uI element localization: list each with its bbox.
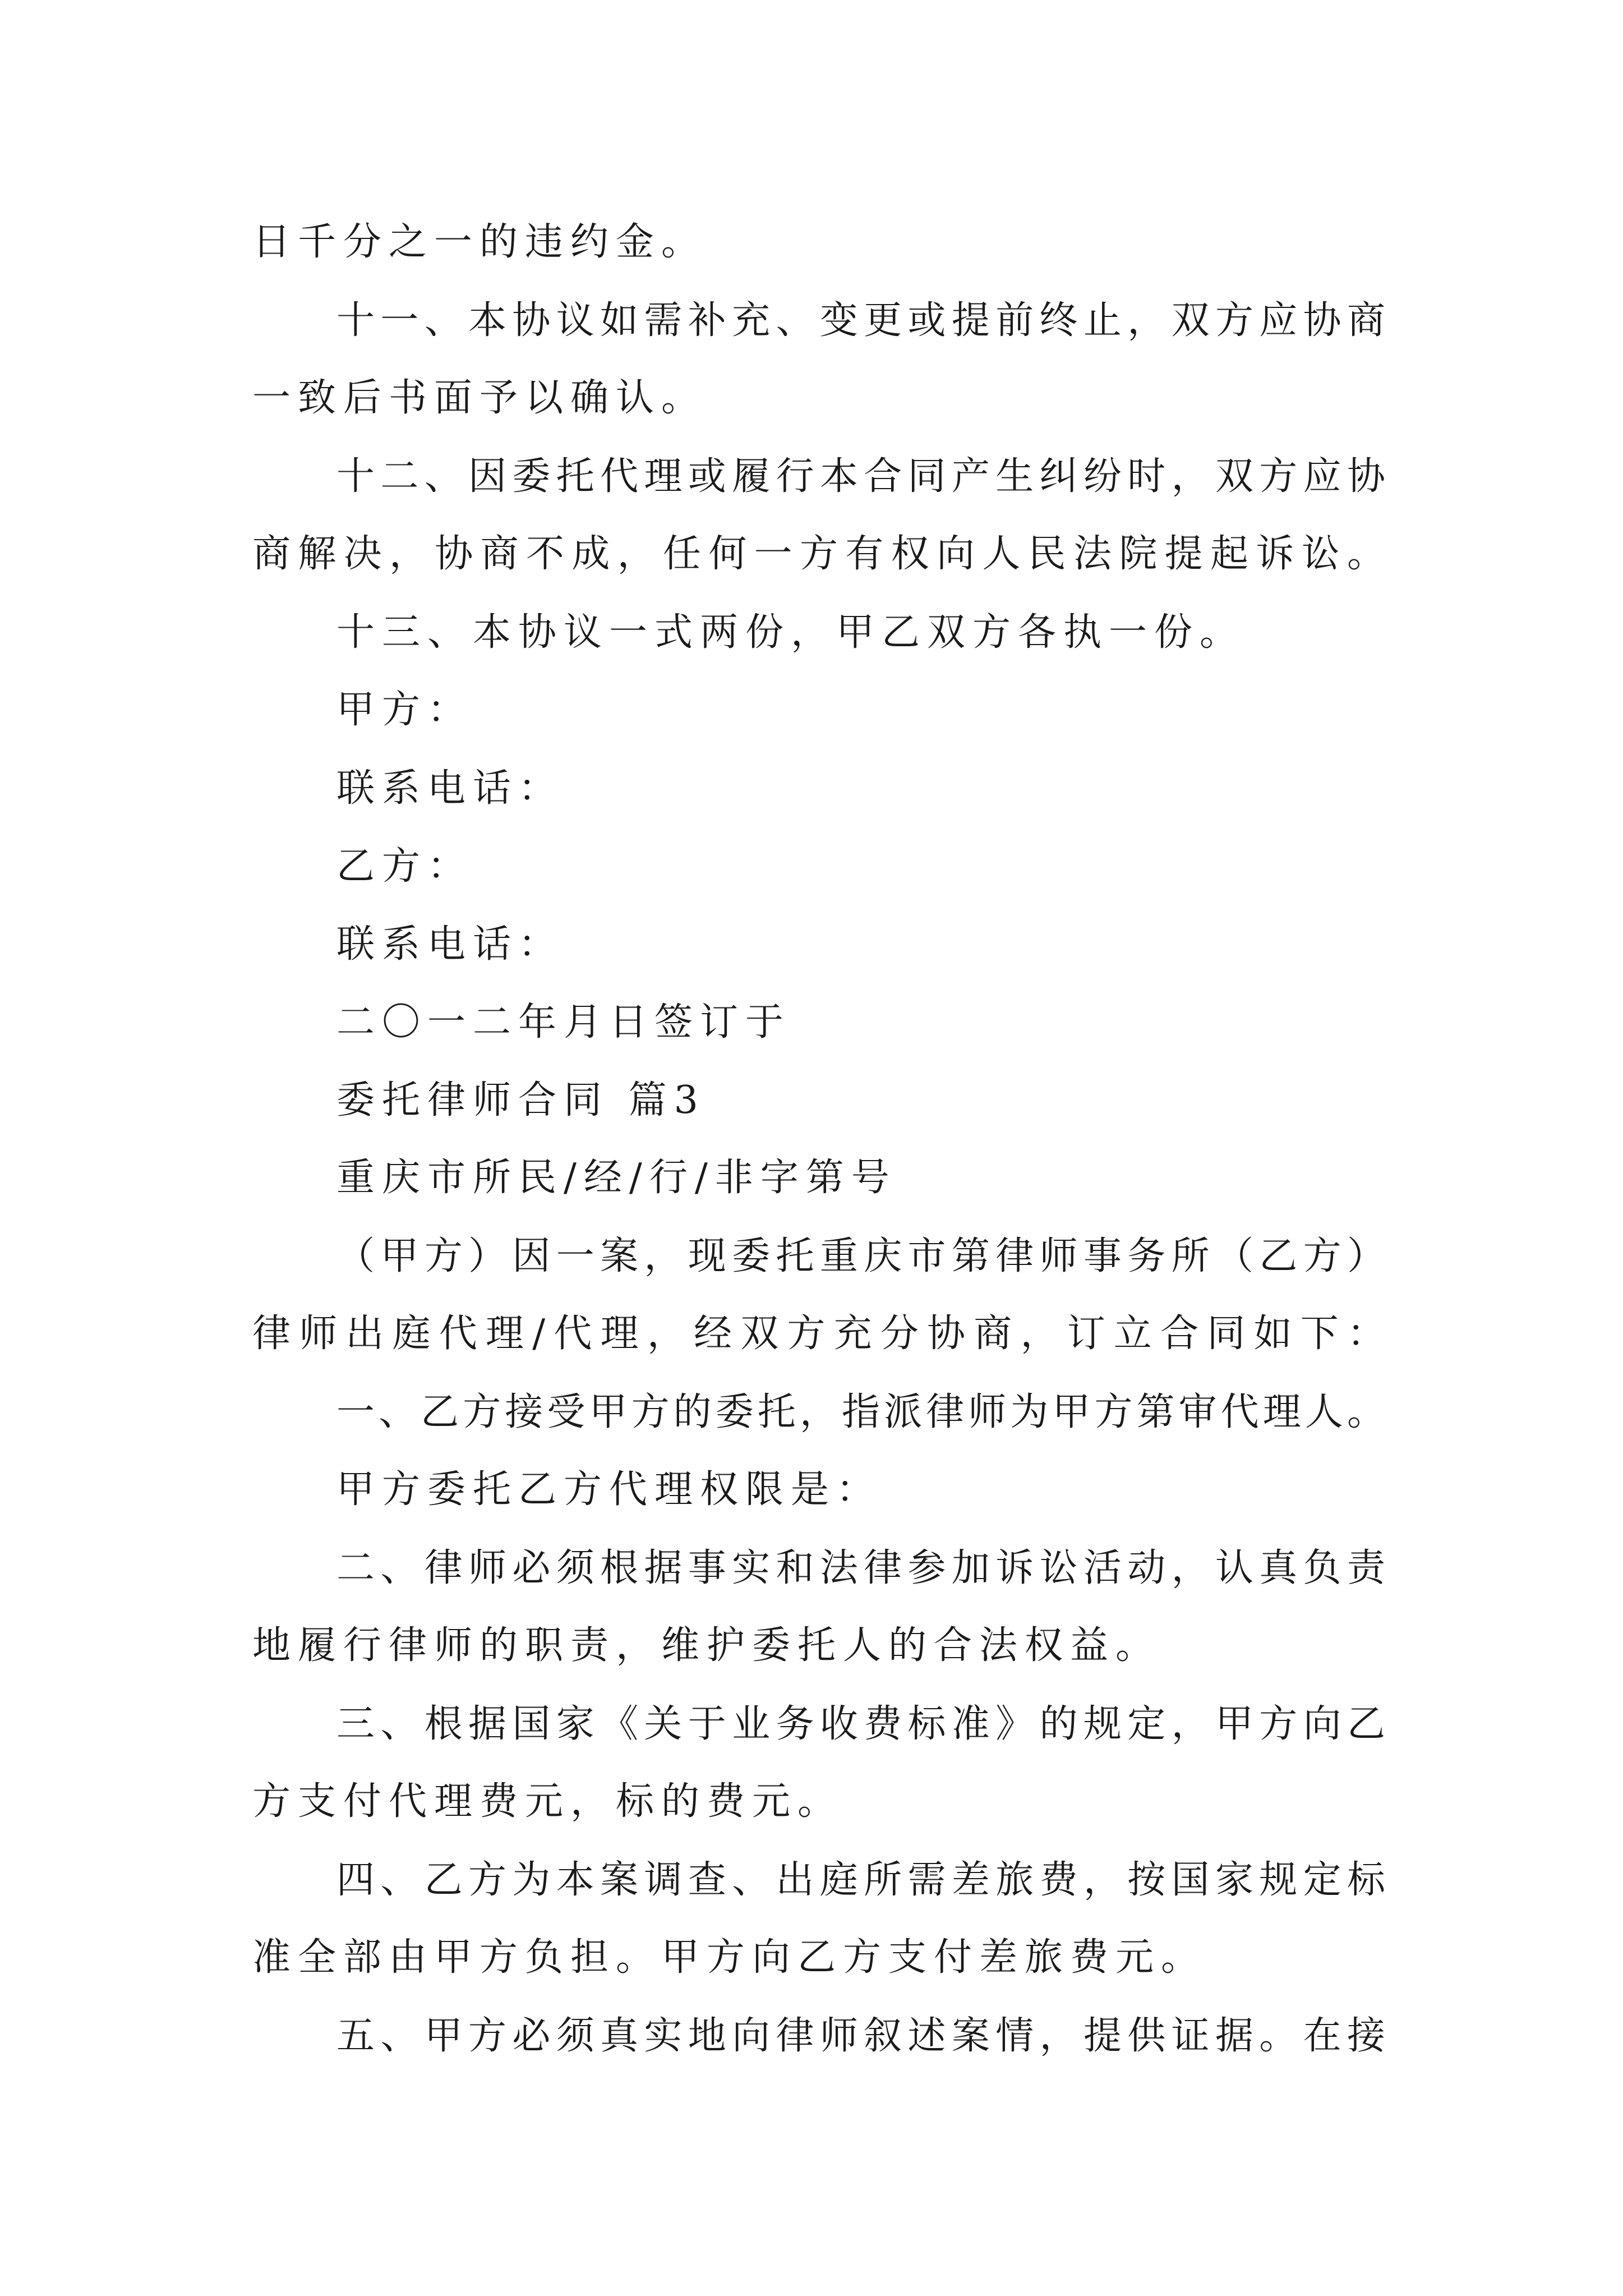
text-line: 准全部由甲方负担。甲方向乙方支付差旅费元。 [252,1935,1207,1980]
text-line: 三、根据国家《关于业务收费标准》的规定，甲方向乙 [336,1702,1385,1746]
text-line: 方支付代理费元，标的费元。 [252,1779,843,1824]
text-line: 律师出庭代理/代理，经双方充分协商，订立合同如下： [252,1312,1385,1356]
text-line: 一、乙方接受甲方的委托，指派律师为甲方第审代理人。 [336,1390,1385,1434]
text-line: 地履行律师的职责，维护委托人的合法权益。 [252,1623,1161,1668]
text-line: 日千分之一的违约金。 [252,220,707,264]
text-line: 四、乙方为本案调查、出庭所需差旅费，按国家规定标 [336,1858,1385,1902]
text-line: 一致后书面予以确认。 [252,376,707,420]
text-line: 二、律师必须根据事实和法律参加诉讼活动，认真负责 [336,1546,1385,1590]
text-line: 二〇一二年月日签订于 [336,1000,791,1045]
text-line: 乙方： [336,844,473,889]
text-line: 十二、因委托代理或履行本合同产生纠纷时，双方应协 [336,454,1385,499]
text-line: 十一、本协议如需补充、变更或提前终止，双方应协商 [336,298,1385,343]
text-line: 十三、本协议一式两份，甲乙双方各执一份。 [336,610,1246,655]
text-line: 甲方委托乙方代理权限是： [336,1467,882,1512]
text-line: 五、甲方必须真实地向律师叙述案情，提供证据。在接 [336,2014,1385,2058]
text-line: 联系电话： [336,766,564,811]
text-line: 委托律师合同 篇3 [336,1078,706,1122]
text-line: 甲方： [336,688,473,732]
text-line: 重庆市所民/经/行/非字第号 [336,1156,897,1200]
text-line: 联系电话： [336,922,564,967]
text-line: （甲方）因一案，现委托重庆市第律师事务所（乙方） [336,1234,1385,1278]
text-line: 商解决，协商不成，任何一方有权向人民法院提起诉讼。 [252,532,1385,576]
